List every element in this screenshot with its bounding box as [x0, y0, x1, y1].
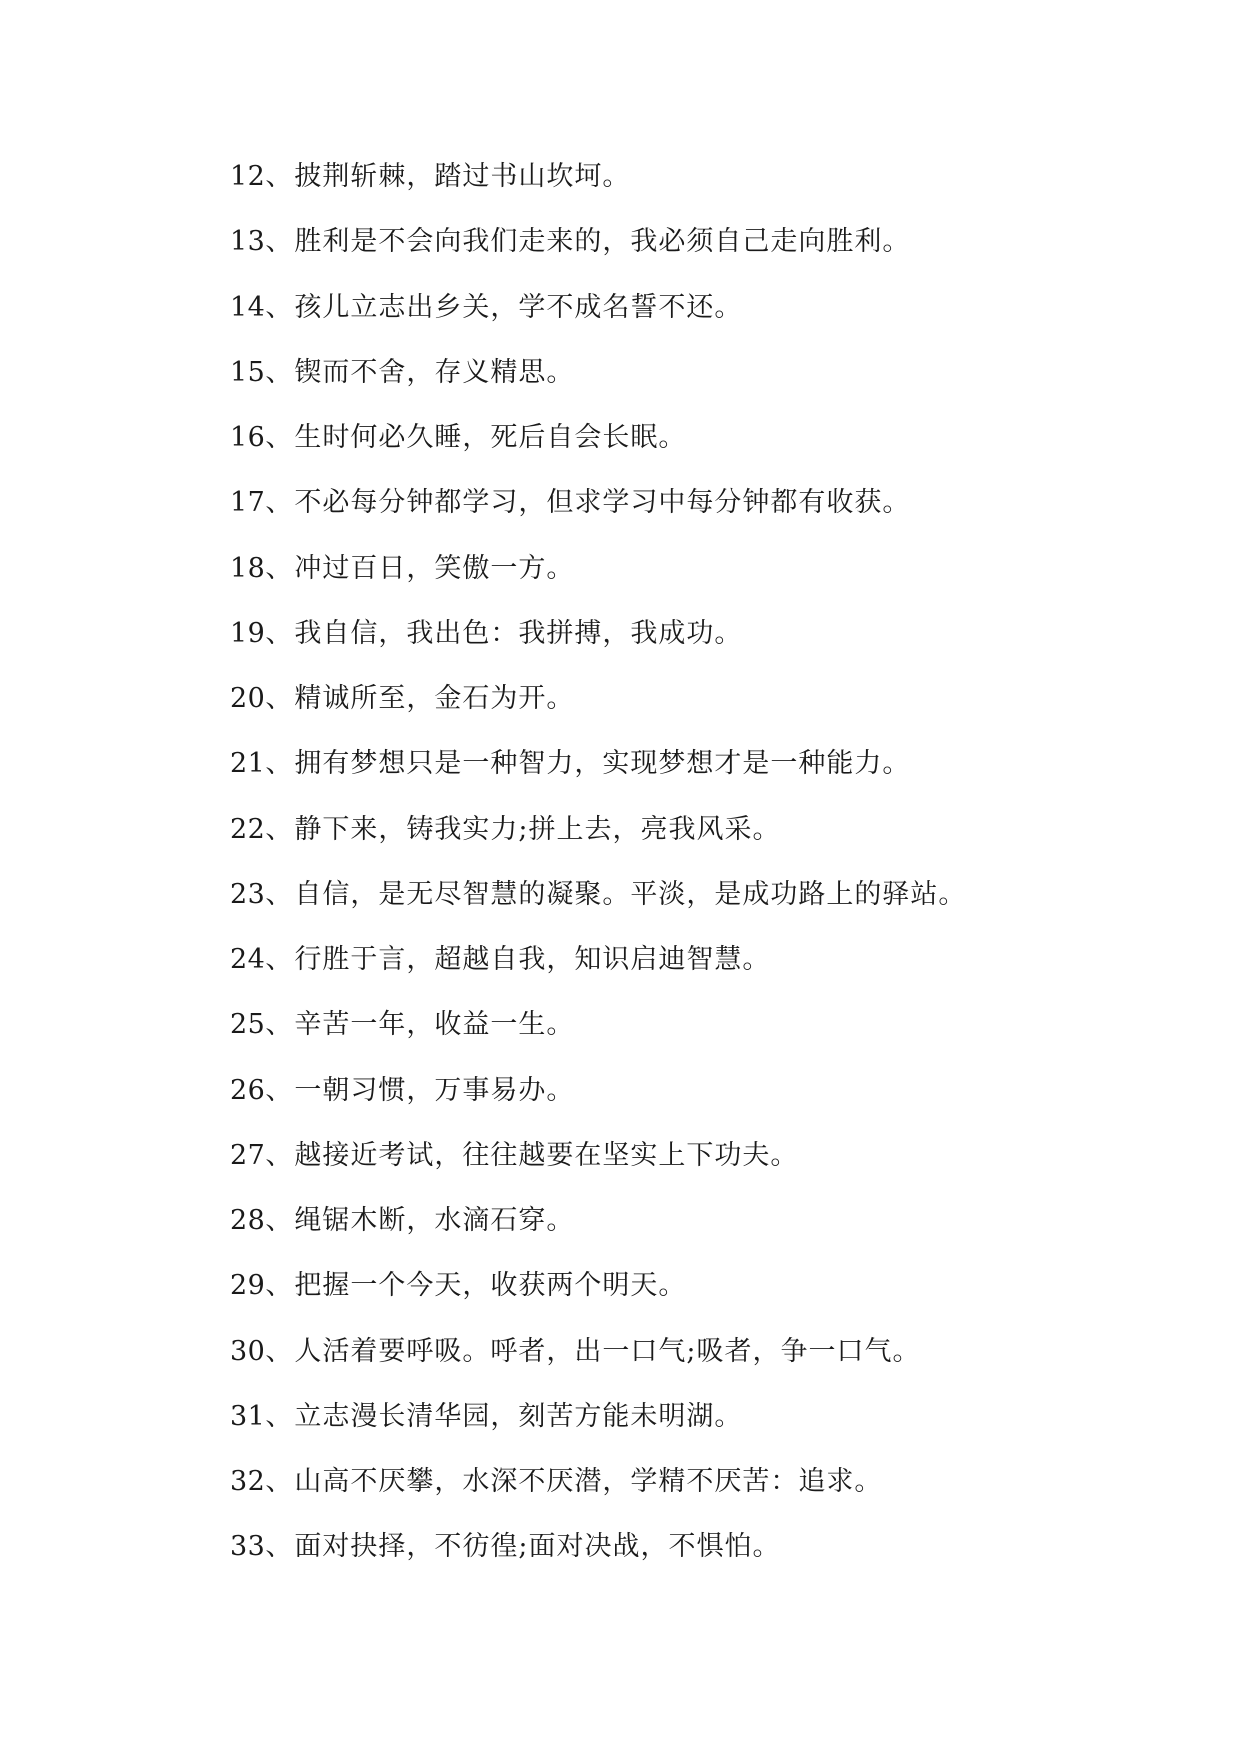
item-text: 拥有梦想只是一种智力，实现梦想才是一种能力。	[294, 748, 911, 780]
item-text: 静下来，铸我实力;拼上去，亮我风采。	[294, 813, 781, 845]
item-separator: 、	[265, 813, 293, 845]
item-number: 19	[230, 617, 266, 649]
item-separator: 、	[265, 617, 293, 649]
list-item	[230, 225, 1130, 290]
item-text: 精诚所至，金石为开。	[294, 683, 575, 714]
item-number: 23	[230, 878, 266, 910]
item-number: 15	[230, 356, 266, 388]
item-separator: 、	[265, 748, 293, 780]
motto-list	[230, 160, 1130, 1596]
list-item	[230, 486, 1130, 551]
item-number: 12	[230, 161, 266, 192]
item-text: 山高不厌攀，水深不厌潜，学精不厌苦：追求。	[294, 1466, 883, 1497]
item-number: 32	[230, 1466, 266, 1497]
item-text: 立志漫长清华园，刻苦方能未明湖。	[294, 1400, 743, 1432]
item-separator: 、	[265, 1270, 293, 1302]
item-separator: 、	[265, 1139, 293, 1171]
item-text: 绳锯木断，水滴石穿。	[294, 1205, 575, 1236]
item-number: 30	[230, 1335, 266, 1367]
list-item	[230, 747, 1130, 812]
item-text: 越接近考试，往往越要在坚实上下功夫。	[294, 1139, 799, 1171]
list-item	[230, 1269, 1130, 1334]
item-number: 20	[230, 683, 266, 714]
item-number: 24	[230, 944, 266, 975]
item-text: 披荆斩棘，踏过书山坎坷。	[294, 161, 631, 192]
list-item	[230, 1139, 1130, 1204]
item-text: 冲过百日，笑傲一方。	[294, 552, 575, 584]
item-number: 21	[230, 748, 266, 780]
item-separator: 、	[265, 422, 293, 453]
item-separator: 、	[265, 1531, 293, 1563]
list-item	[230, 1400, 1130, 1465]
item-number: 25	[230, 1009, 266, 1041]
item-text: 人活着要呼吸。呼者，出一口气;吸者，争一口气。	[294, 1335, 921, 1367]
item-text: 面对抉择，不彷徨;面对决战，不惧怕。	[294, 1531, 781, 1563]
list-item	[230, 682, 1130, 747]
item-separator: 、	[265, 944, 293, 975]
list-item	[230, 813, 1130, 878]
item-separator: 、	[265, 1400, 293, 1432]
item-number: 28	[230, 1205, 266, 1236]
item-number: 18	[230, 552, 266, 584]
list-item	[230, 160, 1130, 225]
item-separator: 、	[265, 552, 293, 584]
item-text: 锲而不舍，存义精思。	[294, 356, 575, 388]
item-text: 一朝习惯，万事易办。	[294, 1074, 575, 1106]
list-item	[230, 291, 1130, 356]
item-separator: 、	[265, 1466, 293, 1497]
item-text: 孩儿立志出乡关，学不成名誓不还。	[294, 291, 743, 323]
item-text: 自信，是无尽智慧的凝聚。平淡，是成功路上的驿站。	[294, 878, 967, 910]
item-text: 胜利是不会向我们走来的，我必须自己走向胜利。	[294, 226, 911, 258]
item-separator: 、	[265, 1009, 293, 1041]
item-separator: 、	[265, 683, 293, 714]
list-item	[230, 552, 1130, 617]
item-number: 33	[230, 1531, 266, 1563]
item-separator: 、	[265, 226, 293, 258]
item-text: 不必每分钟都学习，但求学习中每分钟都有收获。	[294, 487, 911, 519]
item-text: 生时何必久睡，死后自会长眠。	[294, 422, 687, 453]
item-text: 我自信，我出色：我拼搏，我成功。	[294, 617, 743, 649]
item-separator: 、	[265, 1074, 293, 1106]
list-item	[230, 356, 1130, 421]
item-number: 13	[230, 226, 266, 258]
item-text: 行胜于言，超越自我，知识启迪智慧。	[294, 944, 771, 975]
list-item	[230, 1008, 1130, 1073]
list-item	[230, 878, 1130, 943]
item-number: 31	[230, 1400, 266, 1432]
item-separator: 、	[265, 1335, 293, 1367]
list-item	[230, 1204, 1130, 1269]
item-separator: 、	[265, 1205, 293, 1236]
list-item	[230, 421, 1130, 486]
list-item	[230, 1335, 1130, 1400]
item-number: 14	[230, 291, 266, 323]
item-number: 29	[230, 1270, 266, 1302]
list-item	[230, 1530, 1130, 1595]
item-separator: 、	[265, 878, 293, 910]
list-item	[230, 943, 1130, 1008]
item-number: 17	[230, 487, 266, 519]
item-text: 把握一个今天，收获两个明天。	[294, 1270, 687, 1302]
item-number: 22	[230, 813, 266, 845]
item-number: 27	[230, 1139, 266, 1171]
item-separator: 、	[265, 356, 293, 388]
list-item	[230, 617, 1130, 682]
item-separator: 、	[265, 161, 293, 192]
item-separator: 、	[265, 291, 293, 323]
item-number: 16	[230, 422, 266, 453]
item-text: 辛苦一年，收益一生。	[294, 1009, 575, 1041]
list-item	[230, 1074, 1130, 1139]
item-number: 26	[230, 1074, 266, 1106]
list-item	[230, 1465, 1130, 1530]
item-separator: 、	[265, 487, 293, 519]
